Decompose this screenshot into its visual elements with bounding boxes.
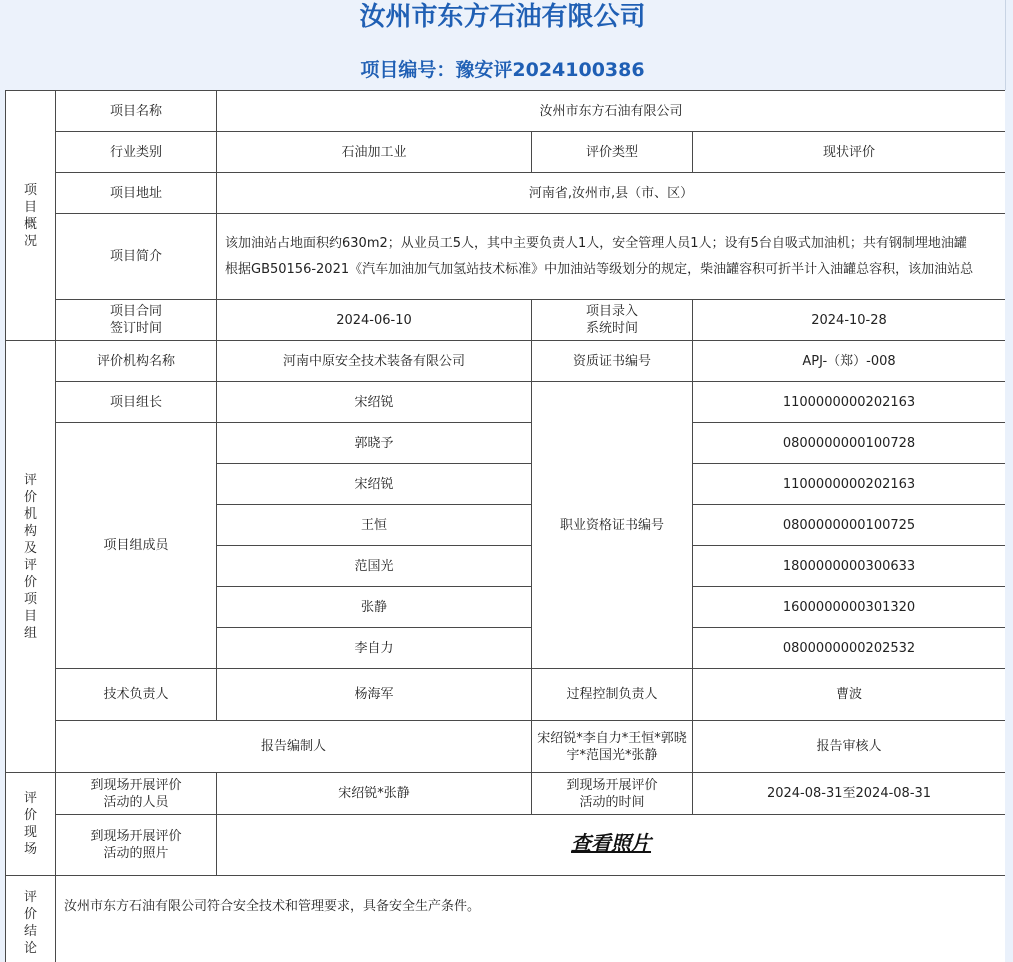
member-name: 李自力 bbox=[217, 628, 532, 669]
member-name: 宋绍锐 bbox=[217, 464, 532, 505]
member-name: 范国光 bbox=[217, 546, 532, 587]
member-name: 张静 bbox=[217, 587, 532, 628]
report-author-value: 宋绍锐*李自力*王恒*郭晓宇*范国光*张静 bbox=[532, 721, 693, 773]
entry-date-label: 项目录入 系统时间 bbox=[532, 300, 693, 341]
site-time-label: 到现场开展评价 活动的时间 bbox=[532, 773, 693, 815]
intro-value bbox=[217, 214, 1006, 300]
member-cert: 1100000000202163 bbox=[693, 464, 1006, 505]
members-label: 项目组成员 bbox=[56, 423, 217, 669]
agency-section-label: 评 价 机 构 及 评 价 项 目 组 bbox=[6, 341, 56, 773]
tech-lead-label: 技术负责人 bbox=[56, 669, 217, 721]
leader-cert: 1100000000202163 bbox=[693, 382, 1006, 423]
member-name: 王恒 bbox=[217, 505, 532, 546]
conclusion-section-label: 评 价 结 论 bbox=[6, 876, 56, 962]
cert-no-value: APJ-（郑）-008 bbox=[693, 341, 1006, 382]
qualification-label: 职业资格证书编号 bbox=[532, 382, 693, 669]
process-lead-label: 过程控制负责人 bbox=[532, 669, 693, 721]
member-cert: 1600000000301320 bbox=[693, 587, 1006, 628]
report-author-label: 报告编制人 bbox=[56, 721, 532, 773]
org-name-label: 评价机构名称 bbox=[56, 341, 217, 382]
info-sheet bbox=[5, 90, 1013, 962]
eval-type-label: 评价类型 bbox=[532, 132, 693, 173]
site-time-value: 2024-08-31至2024-08-31 bbox=[693, 773, 1006, 815]
eval-type-value: 现状评价 bbox=[693, 132, 1006, 173]
intro-line-1: 该加油站占地面积约630m2；从业员工5人，其中主要负责人1人，安全管理人员1人；设有5台自吸式加油机；共有钢制埋地油罐 bbox=[225, 235, 967, 251]
address-value: 河南省,汝州市,县（市、区） bbox=[217, 173, 1006, 214]
contract-date-value: 2024-06-10 bbox=[217, 300, 532, 341]
project-info-table bbox=[5, 90, 1006, 962]
member-cert: 0800000000100728 bbox=[693, 423, 1006, 464]
report-reviewer-label: 报告审核人 bbox=[693, 721, 1006, 773]
process-lead-value: 曹波 bbox=[693, 669, 1006, 721]
project-code: 项目编号：豫安评2024100386 bbox=[360, 59, 645, 81]
intro-line-2: 根据GB50156-2021《汽车加油加气加氢站技术标准》中加油站等级划分的规定，柴油罐容积可折半计入油罐总容积，该加油站总 bbox=[225, 261, 974, 277]
member-cert: 1800000000300633 bbox=[693, 546, 1006, 587]
tech-lead-value: 杨海军 bbox=[217, 669, 532, 721]
right-gutter bbox=[1005, 90, 1013, 962]
leader-label: 项目组长 bbox=[56, 382, 217, 423]
site-photo-label: 到现场开展评价 活动的照片 bbox=[56, 815, 217, 876]
industry-label: 行业类别 bbox=[56, 132, 217, 173]
entry-date-value: 2024-10-28 bbox=[693, 300, 1006, 341]
leader-value: 宋绍锐 bbox=[217, 382, 532, 423]
contract-date-label: 项目合同 签订时间 bbox=[56, 300, 217, 341]
project-name-value: 汝州市东方石油有限公司 bbox=[217, 91, 1006, 132]
industry-value: 石油加工业 bbox=[217, 132, 532, 173]
conclusion-text: 汝州市东方石油有限公司符合安全技术和管理要求，具备安全生产条件。 bbox=[56, 876, 1006, 962]
site-section-label: 评 价 现 场 bbox=[6, 773, 56, 876]
site-people-label: 到现场开展评价 活动的人员 bbox=[56, 773, 217, 815]
member-cert: 0800000000202532 bbox=[693, 628, 1006, 669]
company-title: 汝州市东方石油有限公司 bbox=[359, 2, 646, 32]
cert-no-label: 资质证书编号 bbox=[532, 341, 693, 382]
site-photo-cell bbox=[217, 815, 1006, 876]
site-people-value: 宋绍锐*张静 bbox=[217, 773, 532, 815]
project-name-label: 项目名称 bbox=[56, 91, 217, 132]
org-name-value: 河南中原安全技术装备有限公司 bbox=[217, 341, 532, 382]
intro-label: 项目简介 bbox=[56, 214, 217, 300]
address-label: 项目地址 bbox=[56, 173, 217, 214]
member-name: 郭晓予 bbox=[217, 423, 532, 464]
member-cert: 0800000000100725 bbox=[693, 505, 1006, 546]
page-header bbox=[0, 0, 1006, 90]
view-photos-link[interactable]: 查看照片 bbox=[571, 831, 652, 855]
overview-section-label: 项 目 概 况 bbox=[6, 91, 56, 341]
